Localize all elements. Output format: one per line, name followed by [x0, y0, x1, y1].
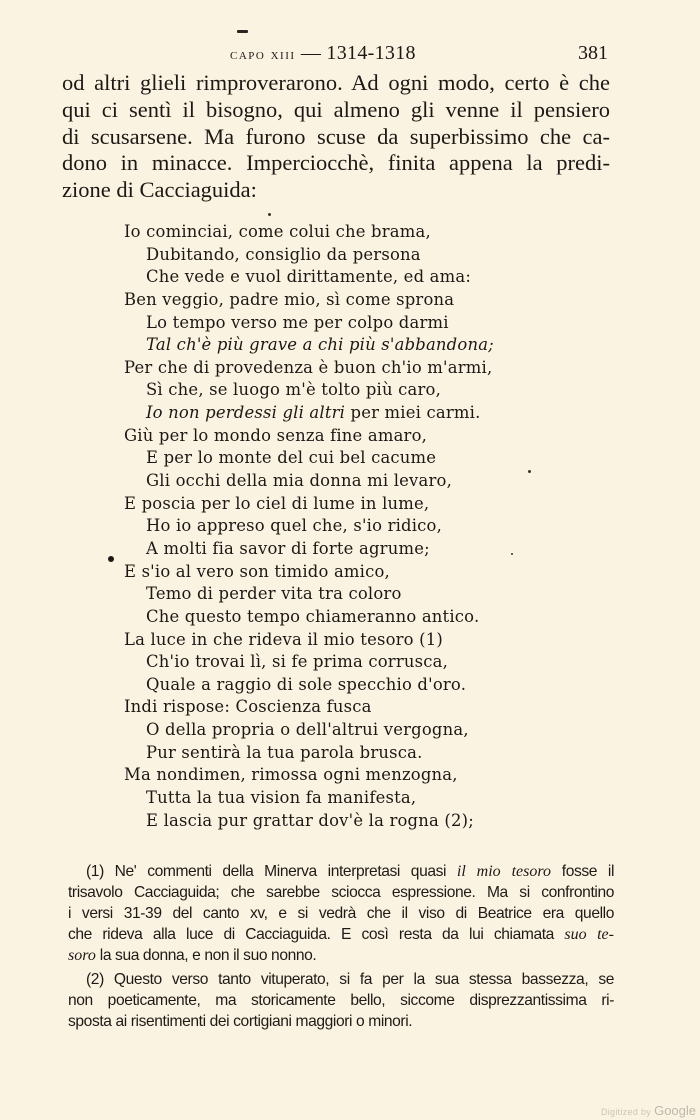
poem-line: Lo tempo verso me per colpo darmi	[146, 312, 449, 332]
footnote-text: fosse il	[550, 863, 614, 880]
footnote-2-line: sposta ai risentimenti dei cortigiani maggiori o minori.	[68, 1013, 413, 1031]
prose-line: di scusarsene. Ma furono scuse da superbissimo che ca-	[62, 123, 610, 149]
poem-line	[124, 402, 564, 425]
poem-line: Che vede e vuol dirittamente, ed ama:	[146, 267, 472, 287]
footnote-text: che rideva alla luce di Cacciaguida. E così resta da lui chiamata	[68, 925, 565, 943]
poem-line: Giù per lo mondo senza fine amaro,	[124, 425, 428, 445]
poem-line: La luce in che rideva il mio tesoro (1)	[124, 629, 443, 649]
poem-line: Per che di provedenza è buon ch'io m'armi,	[124, 357, 493, 377]
footnote-1-line: i versi 31-39 del canto xv, e si vedrà che il viso di Beatrice era quello	[68, 904, 614, 922]
digitizer-watermark	[601, 1103, 696, 1118]
footnote-italic: il mio tesoro	[456, 863, 551, 880]
poem-italic-span: Io non perdessi gli altri	[146, 403, 346, 423]
footnote-1-line	[68, 925, 614, 946]
prose-line: qui ci sentì il bisogno, qui almeno gli venne il pensiero	[62, 96, 610, 122]
prose-line: od altri glieli rimproverarono. Ad ogni modo, certo è che	[62, 70, 610, 95]
poem-line: Quale a raggio di sole specchio d'oro.	[146, 674, 467, 694]
poem-line: E per lo monte del cui bel cacume	[146, 448, 437, 468]
poem-line: E s'io al vero son timido amico,	[124, 561, 390, 581]
poem-line: Temo di perder vita tra coloro	[146, 584, 402, 604]
poem-line: Ho io appreso quel che, s'io ridico,	[146, 516, 443, 536]
watermark-prefix: Digitized by	[600, 1107, 652, 1117]
poem-line: A molti fia savor di forte agrume;	[146, 538, 430, 558]
ink-speck	[268, 213, 271, 216]
poem-line: E poscia per lo ciel di lume in lume,	[124, 493, 430, 513]
poem-line: Io cominciai, come colui che brama,	[124, 222, 431, 241]
footnote-2-line: non poeticamente, ma storicamente bello, siccome disprezzantissima ri-	[68, 992, 614, 1010]
top-ink-mark	[237, 30, 248, 33]
running-head	[62, 40, 608, 66]
chapter-years: — 1314-1318	[295, 42, 416, 64]
poem-line: Che questo tempo chiameranno antico.	[146, 606, 480, 626]
footnote-text: la sua donna, e non il suo nonno.	[95, 946, 317, 964]
poem-line: Sì che, se luogo m'è tolto più caro,	[146, 380, 441, 400]
footnote-1-line: trisavolo Cacciaguida; che sarebbe sciocca espressione. Ma si confrontino	[68, 883, 614, 901]
prose-paragraph	[62, 70, 610, 204]
poem-line: O della propria o dell'altrui vergogna,	[146, 720, 469, 740]
footnote-1-line	[68, 946, 614, 967]
poem-line: Tutta la tua vision fa manifesta,	[146, 788, 417, 808]
poem-line: Indi rispose: Coscienza fusca	[124, 697, 372, 717]
poem-line: Dubitando, consiglio da persona	[146, 244, 421, 264]
poem-line: Ch'io trovai lì, si fe prima corrusca,	[146, 652, 448, 672]
footnote-text: (1) Ne' commenti della Minerva interpretasi quasi	[86, 863, 457, 880]
poem-line: Tal ch'è più grave a chi più s'abbandona;	[146, 335, 494, 355]
poem-line: Gli occhi della mia donna mi levaro,	[146, 471, 452, 491]
footnote-2-line: (2) Questo verso tanto vituperato, si fa per la sua stessa bassezza, se	[86, 971, 614, 989]
chapter-heading	[230, 40, 416, 68]
footnotes	[68, 862, 614, 1033]
poem-quotation	[124, 221, 564, 832]
page-number: 381	[578, 42, 608, 64]
margin-bullet-mark	[108, 556, 114, 562]
footnote-1-line	[68, 862, 614, 883]
poem-line: Ma nondimen, rimossa ogni menzogna,	[124, 765, 458, 785]
chapter-caps: capo xiii	[230, 47, 296, 63]
poem-line: E lascia pur grattar dov'è la rogna (2);	[146, 810, 474, 830]
poem-line: Pur sentirà la tua parola brusca.	[146, 742, 423, 762]
prose-line: dono in minacce. Imperciocchè, finita appena la predi-	[62, 150, 610, 176]
poem-roman-span: per miei carmi.	[345, 403, 481, 423]
watermark-brand: Google	[654, 1103, 696, 1118]
footnote-italic: soro	[68, 946, 96, 964]
footnote-italic: suo te-	[564, 925, 614, 943]
poem-line: Ben veggio, padre mio, sì come sprona	[124, 289, 455, 309]
prose-line: zione di Cacciaguida:	[62, 177, 257, 203]
